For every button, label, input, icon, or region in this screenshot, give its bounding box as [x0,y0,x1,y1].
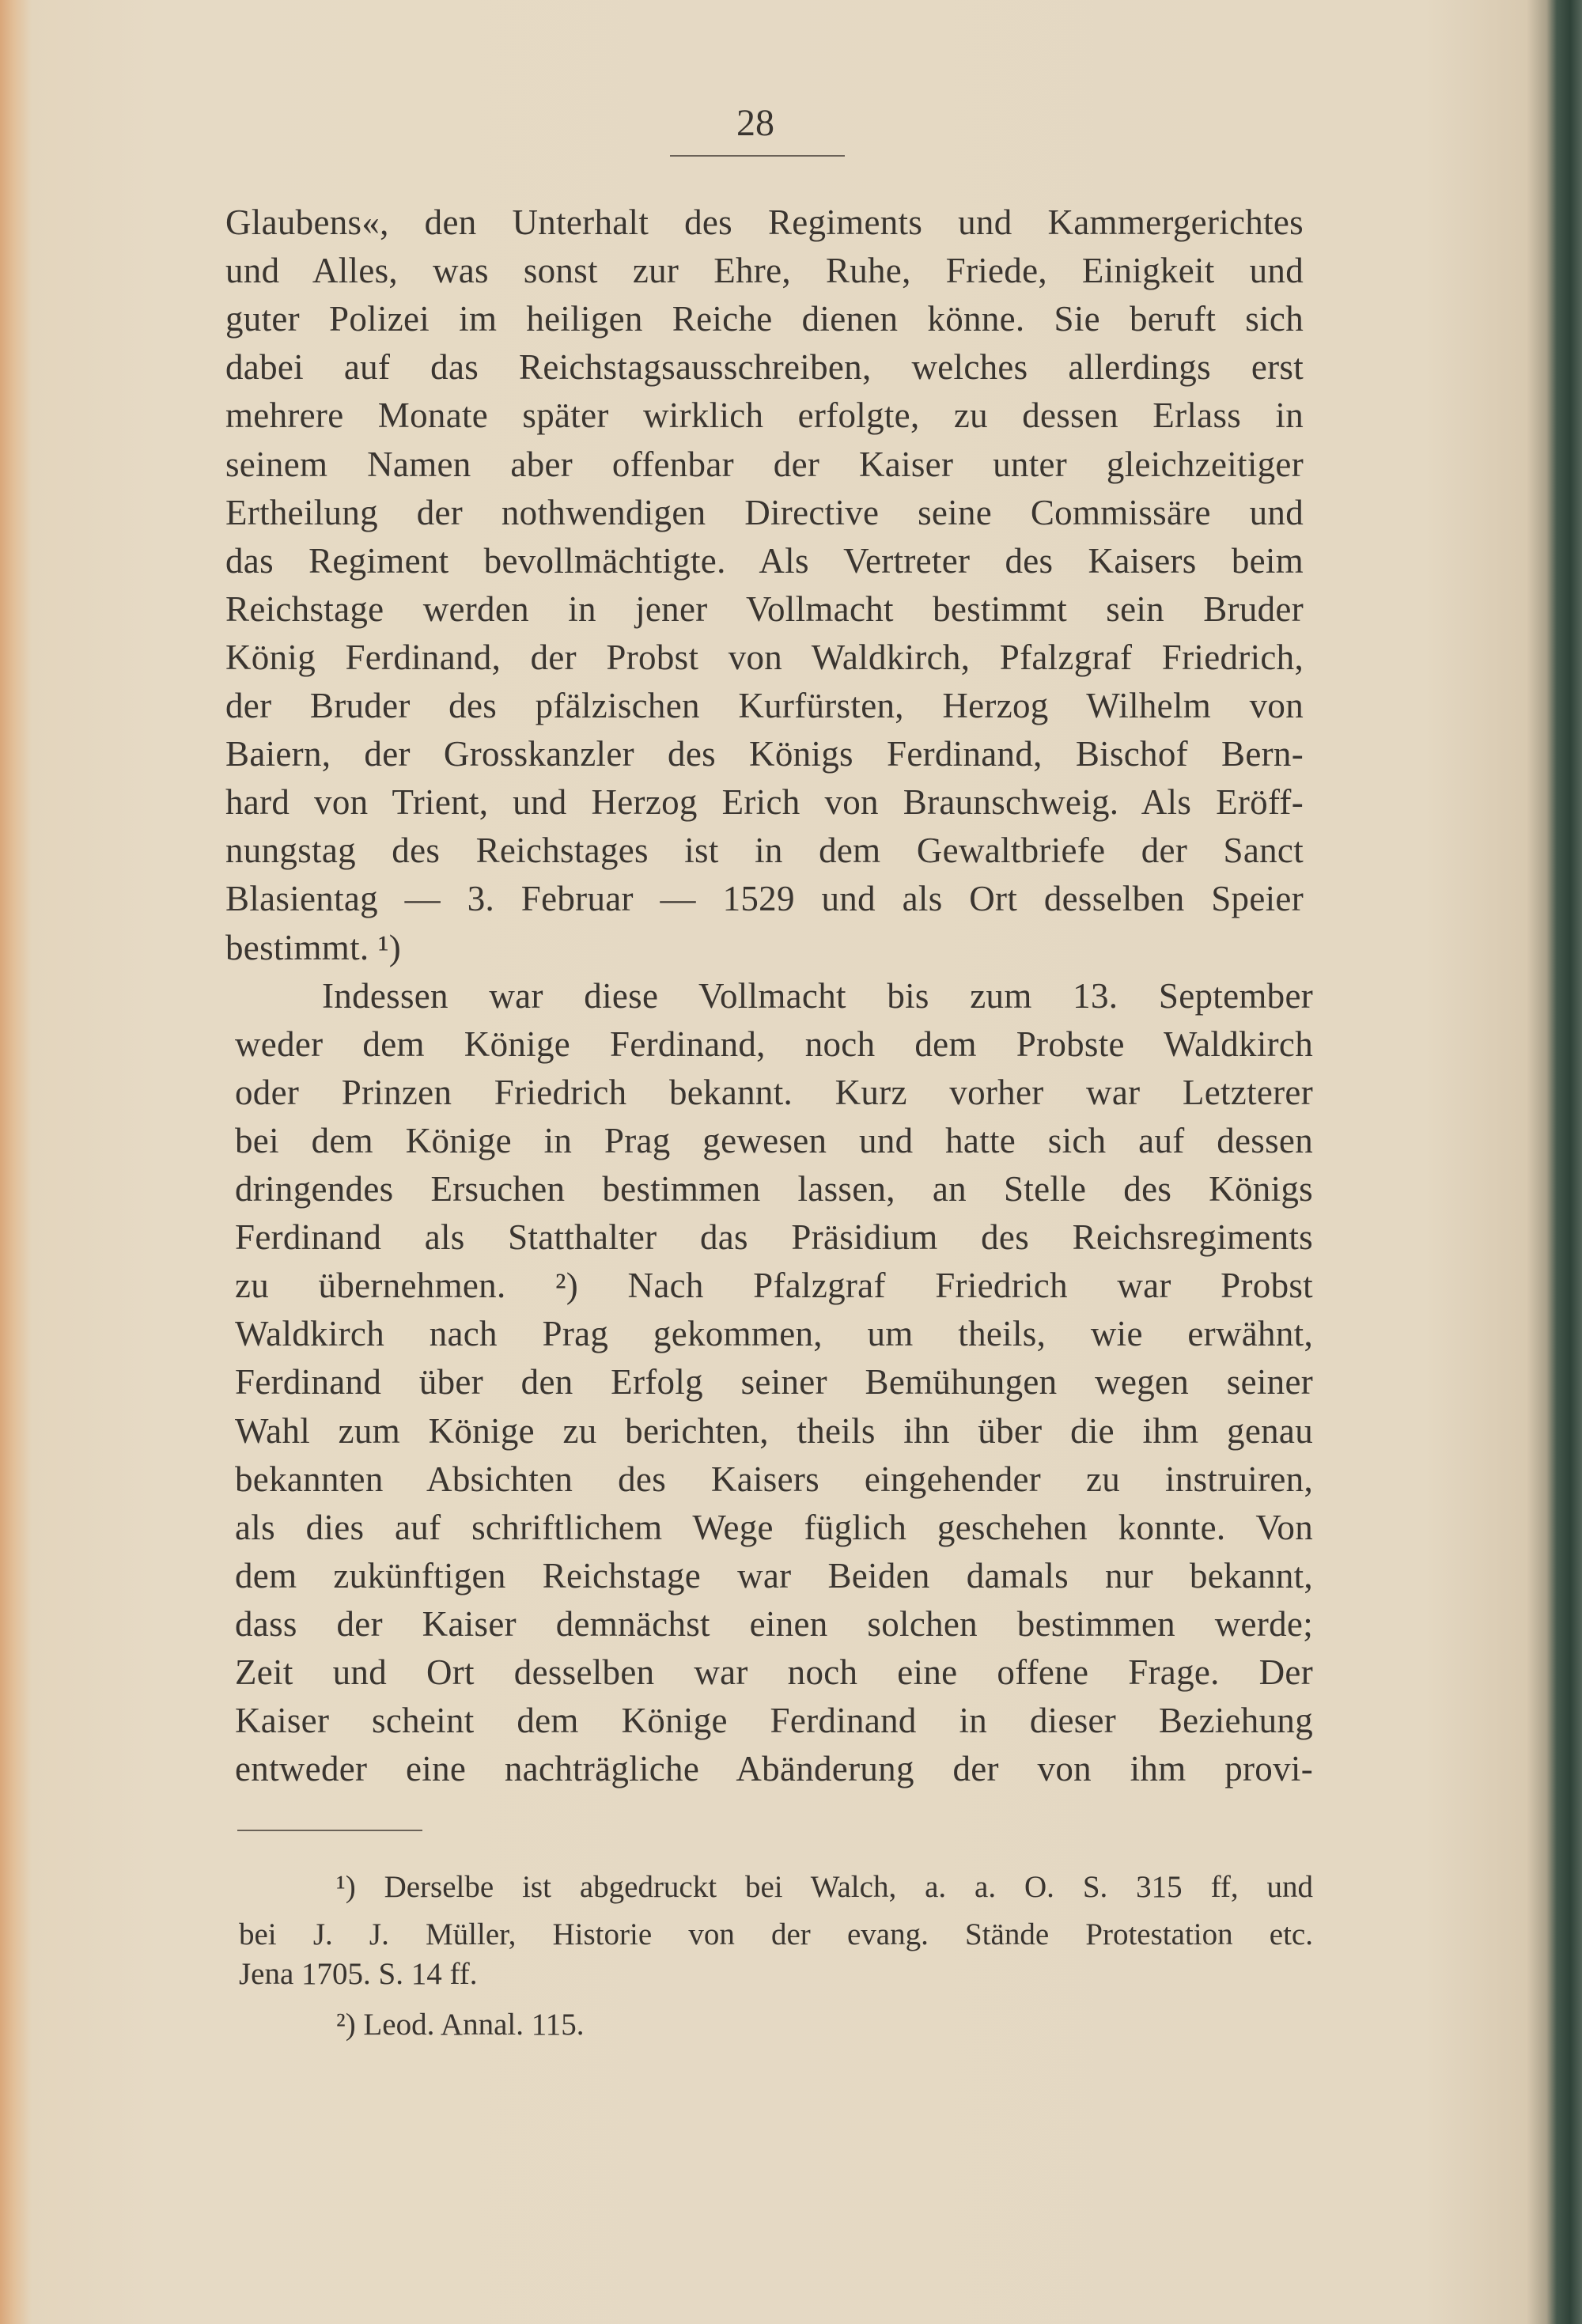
text-line: Waldkirch nach Prag gekommen, um theils, wie erwähnt, [235,1314,1313,1354]
text-line: mehrere Monate später wirklich erfolgte, zu dessen Erlass in [225,396,1304,436]
text-line: Ertheilung der nothwendigen Directive seine Commissäre und [225,492,1304,532]
text-line: Blasientag — 3. Februar — 1529 und als Ort desselben Speier [225,879,1304,919]
text-line: der Bruder des pfälzischen Kurfürsten, Herzog Wilhelm von [225,686,1304,725]
footnote-line: ¹) Derselbe ist abgedruckt bei Walch, a. a. O. S. 315 ff, und [336,1870,1313,1904]
text-line: Glaubens«, den Unterhalt des Regiments und Kammergerichtes [225,202,1304,242]
text-line: zu übernehmen. ²) Nach Pfalzgraf Friedrich war Probst [235,1266,1313,1306]
text-line: seinem Namen aber offenbar der Kaiser unter gleichzeitiger [225,444,1304,484]
text-line: Indessen war diese Vollmacht bis zum 13. September [322,975,1313,1016]
text-line: Wahl zum Könige zu berichten, theils ihn über die ihm genau [235,1410,1313,1451]
text-line: bestimmt. ¹) [225,927,402,967]
text-line: das Regiment bevollmächtigte. Als Vertreter des Kaisers beim [225,540,1304,581]
text-line: Baiern, der Grosskanzler des Königs Ferdinand, Bischof Bern- [225,734,1304,774]
text-line: weder dem Könige Ferdinand, noch dem Probste Waldkirch [235,1024,1313,1064]
text-line: dass der Kaiser demnächst einen solchen bestimmen werde; [235,1603,1313,1644]
footnote-rule [237,1830,422,1831]
text-line: entweder eine nachträgliche Abänderung der von ihm provi- [235,1749,1313,1789]
text-line: bekannten Absichten des Kaisers eingehender zu instruiren, [235,1459,1313,1499]
footnote-line: bei J. J. Müller, Historie von der evang. Stände Protestation etc. [239,1917,1313,1951]
text-line: guter Polizei im heiligen Reiche dienen könne. Sie beruft sich [225,299,1304,339]
text-line: dem zukünftigen Reichstage war Beiden damals nur bekannt, [235,1555,1313,1595]
footnote-line: ²) Leod. Annal. 115. [336,2008,585,2042]
header-rule [670,155,845,157]
text-line: dabei auf das Reichstagsausschreiben, welches allerdings erst [225,347,1304,388]
text-line: bei dem Könige in Prag gewesen und hatte sich auf dessen [235,1120,1313,1160]
page-number: 28 [736,102,774,144]
footnote-line: Jena 1705. S. 14 ff. [239,1957,478,1991]
text-line: Kaiser scheint dem Könige Ferdinand in dieser Beziehung [235,1701,1313,1741]
text-line: und Alles, was sonst zur Ehre, Ruhe, Friede, Einigkeit und [225,251,1304,291]
text-line: König Ferdinand, der Probst von Waldkirch, Pfalzgraf Friedrich, [225,637,1304,677]
text-line: Ferdinand als Statthalter das Präsidium des Reichsregiments [235,1217,1313,1258]
text-line: als dies auf schriftlichem Wege füglich geschehen konnte. Von [235,1507,1313,1547]
text-line: Reichstage werden in jener Vollmacht bestimmt sein Bruder [225,589,1304,629]
text-line: dringendes Ersuchen bestimmen lassen, an Stelle des Königs [235,1169,1313,1209]
text-line: nungstag des Reichstages ist in dem Gewaltbriefe der Sanct [225,831,1304,871]
text-line: Ferdinand über den Erfolg seiner Bemühungen wegen seiner [235,1362,1313,1402]
text-line: hard von Trient, und Herzog Erich von Braunschweig. Als Eröff- [225,782,1304,823]
text-line: Zeit und Ort desselben war noch eine offene Frage. Der [235,1652,1313,1692]
text-line: oder Prinzen Friedrich bekannt. Kurz vorher war Letzterer [235,1072,1313,1112]
